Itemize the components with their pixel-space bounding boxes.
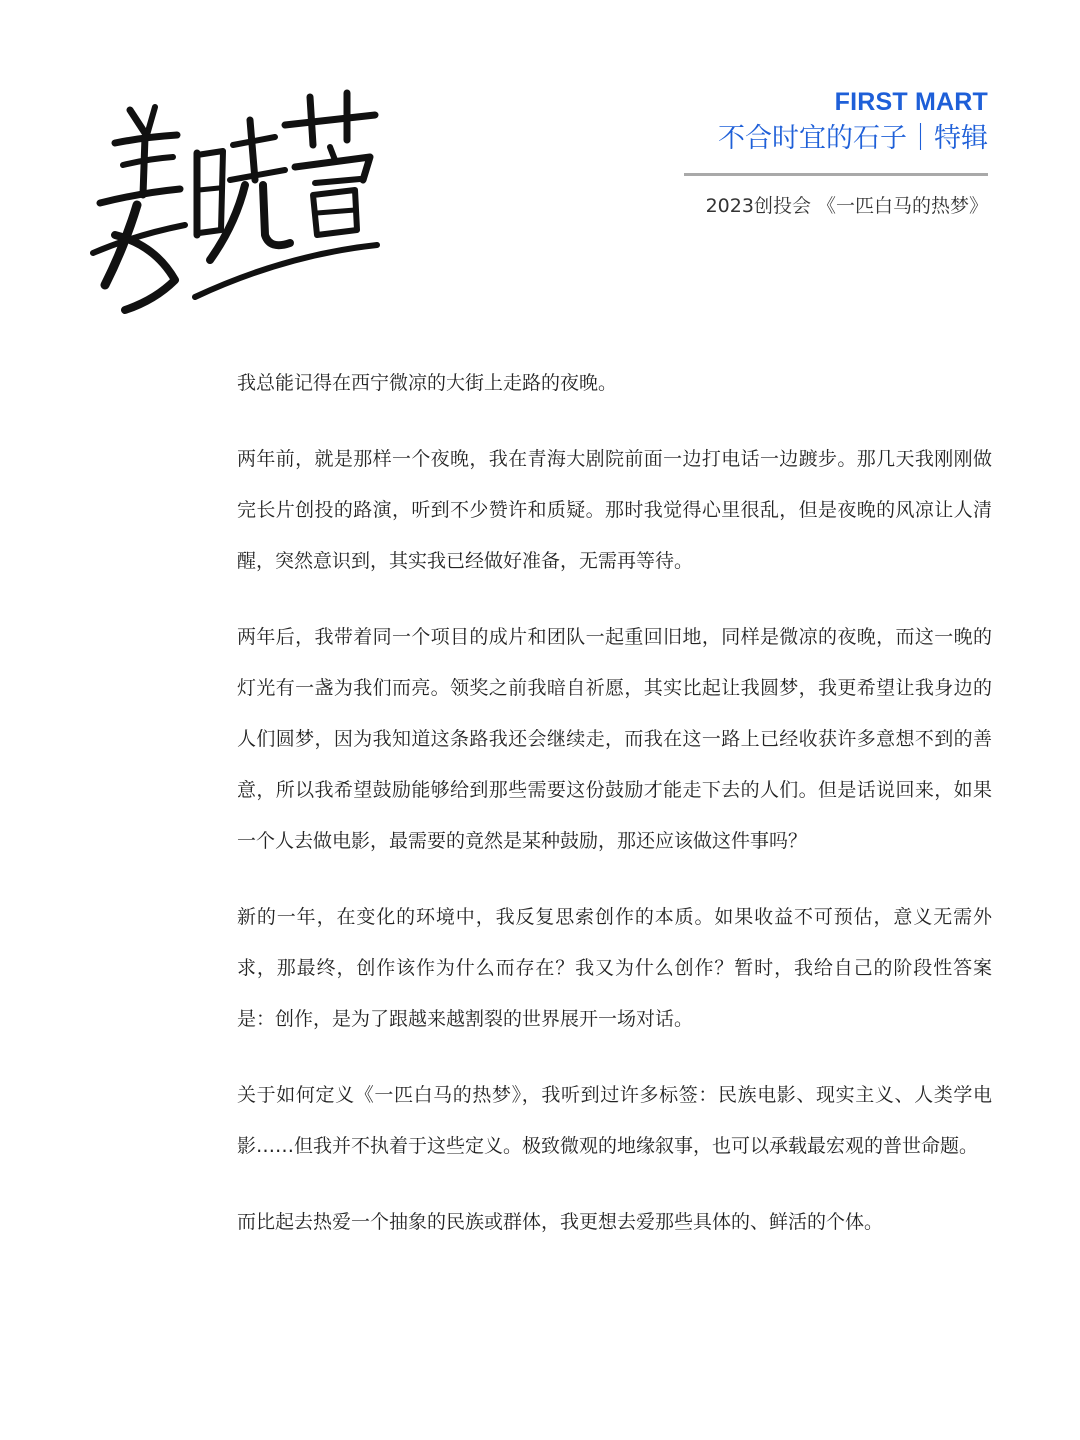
header [718,86,988,158]
paragraph: 而比起去热爱一个抽象的民族或群体，我更想去爱那些具体的、鲜活的个体。 [237,1211,884,1233]
handwritten-signature [85,85,385,320]
article-body [237,358,992,1273]
header-divider [684,173,988,176]
series-title: 不合时宜的石子｜特辑 [718,123,988,154]
paragraph: 我总能记得在西宁微凉的大街上走路的夜晚。 [237,372,618,394]
paragraph: 关于如何定义《一匹白马的热梦》，我听到过许多标签：民族电影、现实主义、人类学电影……但我并不执着于这些定义。极致微观的地缘叙事，也可以承载最宏观的普世命题。 [237,1084,992,1157]
brand-title: FIRST MART [834,88,988,116]
signature-image [85,85,385,320]
paragraph: 两年后，我带着同一个项目的成片和团队一起重回旧地，同样是微凉的夜晚，而这一晚的灯光有一盏为我们而亮。领奖之前我暗自祈愿，其实比起让我圆梦，我更希望让我身边的人们圆梦，因为我知道这条路我还会继续走，而我在这一路上已经收获许多意想不到的善意，所以我希望鼓励能够给到那些需要这份鼓励才能走下去的人们。但是话说回来，如果一个人去做电影，最需要的竟然是某种鼓励，那还应该做这件事吗？ [237,626,992,852]
paragraph: 新的一年，在变化的环境中，我反复思索创作的本质。如果收益不可预估，意义无需外求，那最终，创作该作为什么而存在？我又为什么创作？暂时，我给自己的阶段性答案是：创作，是为了跟越来越割裂的世界展开一场对话。 [237,906,992,1030]
project-subtitle: 2023创投会 《一匹白马的热梦》 [705,195,988,217]
paragraph: 两年前，就是那样一个夜晚，我在青海大剧院前面一边打电话一边踱步。那几天我刚刚做完长片创投的路演，听到不少赞许和质疑。那时我觉得心里很乱，但是夜晚的风凉让人清醒，突然意识到，其实我已经做好准备，无需再等待。 [237,448,992,572]
